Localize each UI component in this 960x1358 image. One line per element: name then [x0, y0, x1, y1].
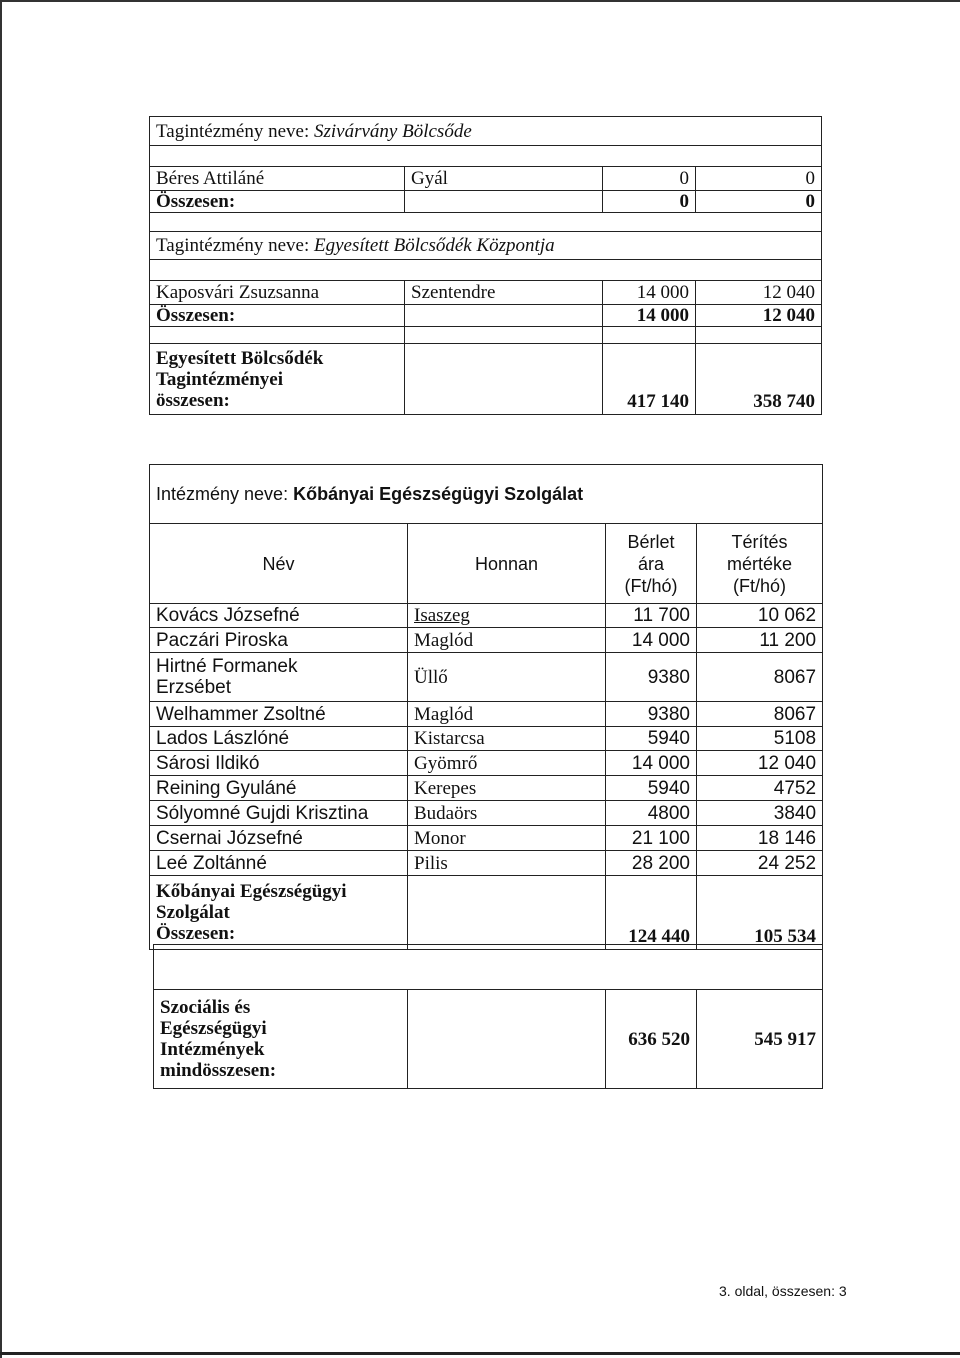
- scan-edge-bottom: [0, 1352, 960, 1355]
- origin-town: Monor: [408, 826, 606, 851]
- header-reimbursement: [697, 524, 823, 604]
- spacer-row: [150, 327, 822, 344]
- reimbursement-value: 5108: [697, 727, 823, 751]
- overall-total-row: [154, 990, 823, 1089]
- table-row: [150, 727, 823, 751]
- institution-name: Egyesített Bölcsődék Központja: [314, 235, 555, 256]
- kobanyai-table: [149, 464, 823, 950]
- header-rent-line: ára: [637, 553, 664, 574]
- origin-town: Üllő: [408, 653, 606, 702]
- origin-town: Szentendre: [405, 281, 603, 305]
- total-reimbursement: 105 534: [697, 876, 823, 950]
- grand-total-label-line: összesen:: [156, 389, 230, 411]
- section-title-row: [150, 232, 822, 260]
- header-reimb-line: Térítés: [731, 531, 788, 552]
- employee-name: Leé Zoltánné: [150, 851, 408, 876]
- table-row: [150, 281, 822, 305]
- table-row: [150, 628, 823, 653]
- total-row: [150, 191, 822, 213]
- total-reimbursement: 0: [696, 191, 822, 213]
- header-row: [150, 524, 823, 604]
- header-from: Honnan: [408, 524, 606, 604]
- table-row: [150, 751, 823, 776]
- employee-name: Sárosi Ildikó: [150, 751, 408, 776]
- total-row: [150, 876, 823, 950]
- scan-edge-left: [0, 0, 2, 1358]
- title-prefix: Intézmény neve:: [156, 483, 294, 504]
- total-rent: 14 000: [603, 305, 696, 327]
- overall-total-table: [153, 944, 823, 1089]
- total-rent: 0: [603, 191, 696, 213]
- grand-total-rent: 417 140: [603, 344, 696, 415]
- reimbursement-value: 4752: [697, 776, 823, 801]
- header-rent-line: Bérlet: [627, 531, 675, 552]
- total-label: Összesen:: [150, 305, 405, 327]
- employee-name: [150, 653, 408, 702]
- table-row: [150, 653, 823, 702]
- origin-town: Maglód: [408, 628, 606, 653]
- institution-name: Kőbányai Egészségügyi Szolgálat: [293, 483, 584, 504]
- rent-value: 14 000: [603, 281, 696, 305]
- total-row: [150, 305, 822, 327]
- title-prefix: Tagintézmény neve:: [156, 235, 314, 256]
- total-label-line: Kőbányai Egészségügyi: [156, 881, 347, 902]
- rent-value: 21 100: [606, 826, 697, 851]
- spacer-row: [154, 945, 823, 990]
- overall-total-reimbursement: 545 917: [697, 990, 823, 1089]
- table-row: [150, 604, 823, 628]
- reimbursement-value: 8067: [697, 702, 823, 727]
- rent-value: 0: [603, 167, 696, 191]
- origin-town: Gyál: [405, 167, 603, 191]
- employee-name-line: Hirtné Formanek: [156, 656, 298, 677]
- section-title-szivarvany: [150, 117, 822, 146]
- grand-total-row: [150, 344, 822, 415]
- total-label-line: Összesen:: [156, 923, 236, 944]
- table-row: [150, 702, 823, 727]
- rent-value: 9380: [606, 653, 697, 702]
- grand-total-label: [150, 344, 405, 415]
- reimbursement-value: 11 200: [697, 628, 823, 653]
- spacer-row: [150, 146, 822, 167]
- reimbursement-value: 8067: [697, 653, 823, 702]
- rent-value: 9380: [606, 702, 697, 727]
- employee-name: Béres Attiláné: [150, 167, 405, 191]
- table-row: [150, 851, 823, 876]
- overall-total-label: [154, 990, 408, 1089]
- title-prefix: Tagintézmény neve:: [156, 120, 314, 142]
- employee-name: Csernai Józsefné: [150, 826, 408, 851]
- overall-total-rent: 636 520: [606, 990, 697, 1089]
- origin-town: Isaszeg: [408, 604, 606, 628]
- rent-value: 5940: [606, 776, 697, 801]
- employee-name: Lados Lászlóné: [150, 727, 408, 751]
- origin-town: Pilis: [408, 851, 606, 876]
- total-label: [150, 876, 408, 950]
- grand-total-label-line: Egyesített Bölcsődék: [156, 347, 324, 369]
- reimbursement-value: 12 040: [697, 751, 823, 776]
- total-rent: 124 440: [606, 876, 697, 950]
- reimbursement-value: 12 040: [696, 281, 822, 305]
- spacer-row: [150, 213, 822, 232]
- header-rent-line: (Ft/hó): [624, 575, 678, 596]
- overall-total-label-line: mindösszesen:: [160, 1060, 277, 1081]
- origin-town: Budaörs: [408, 801, 606, 826]
- employee-name: Kovács Józsefné: [150, 604, 408, 628]
- overall-total-label-line: Szociális és: [160, 997, 251, 1018]
- employee-name: Sólyomné Gujdi Krisztina: [150, 801, 408, 826]
- section-title-row: [150, 465, 823, 524]
- rent-value: 11 700: [606, 604, 697, 628]
- origin-town: Kerepes: [408, 776, 606, 801]
- rent-value: 14 000: [606, 628, 697, 653]
- header-name: Név: [150, 524, 408, 604]
- total-label: Összesen:: [150, 191, 405, 213]
- spacer-row: [150, 260, 822, 281]
- overall-total-label-line: Egészségügyi: [160, 1018, 267, 1039]
- employee-name-line: Erzsébet: [156, 677, 231, 698]
- origin-town: Maglód: [408, 702, 606, 727]
- total-reimbursement: 12 040: [696, 305, 822, 327]
- origin-town: Gyömrő: [408, 751, 606, 776]
- page-footer: 3. oldal, összesen: 3: [719, 1283, 847, 1299]
- rent-value: 28 200: [606, 851, 697, 876]
- employee-name: Reining Gyuláné: [150, 776, 408, 801]
- total-label-line: Szolgálat: [156, 902, 230, 923]
- reimbursement-value: 18 146: [697, 826, 823, 851]
- rent-value: 14 000: [606, 751, 697, 776]
- header-reimb-line: mértéke: [727, 553, 793, 574]
- scan-edge-top: [0, 0, 960, 2]
- table-row: [150, 776, 823, 801]
- section-title-row: [150, 117, 822, 146]
- grand-total-reimbursement: 358 740: [696, 344, 822, 415]
- employee-name: Paczári Piroska: [150, 628, 408, 653]
- rent-value: 5940: [606, 727, 697, 751]
- reimbursement-value: 24 252: [697, 851, 823, 876]
- institution-name: Szivárvány Bölcsőde: [314, 120, 472, 142]
- reimbursement-value: 0: [696, 167, 822, 191]
- section-title-kobanyai: [150, 465, 823, 524]
- employee-name: Welhammer Zsoltné: [150, 702, 408, 727]
- section-title-egyesitett: [150, 232, 822, 260]
- employee-name: Kaposvári Zsuzsanna: [150, 281, 405, 305]
- reimbursement-value: 10 062: [697, 604, 823, 628]
- table-row: [150, 801, 823, 826]
- egyesitett-bolcsodek-table: [149, 116, 822, 415]
- overall-total-label-line: Intézmények: [160, 1039, 265, 1060]
- table-row: [150, 826, 823, 851]
- table-row: [150, 167, 822, 191]
- reimbursement-value: 3840: [697, 801, 823, 826]
- grand-total-label-line: Tagintézményei: [156, 368, 284, 390]
- rent-value: 4800: [606, 801, 697, 826]
- origin-town: Kistarcsa: [408, 727, 606, 751]
- header-rent: [606, 524, 697, 604]
- header-reimb-line: (Ft/hó): [733, 575, 787, 596]
